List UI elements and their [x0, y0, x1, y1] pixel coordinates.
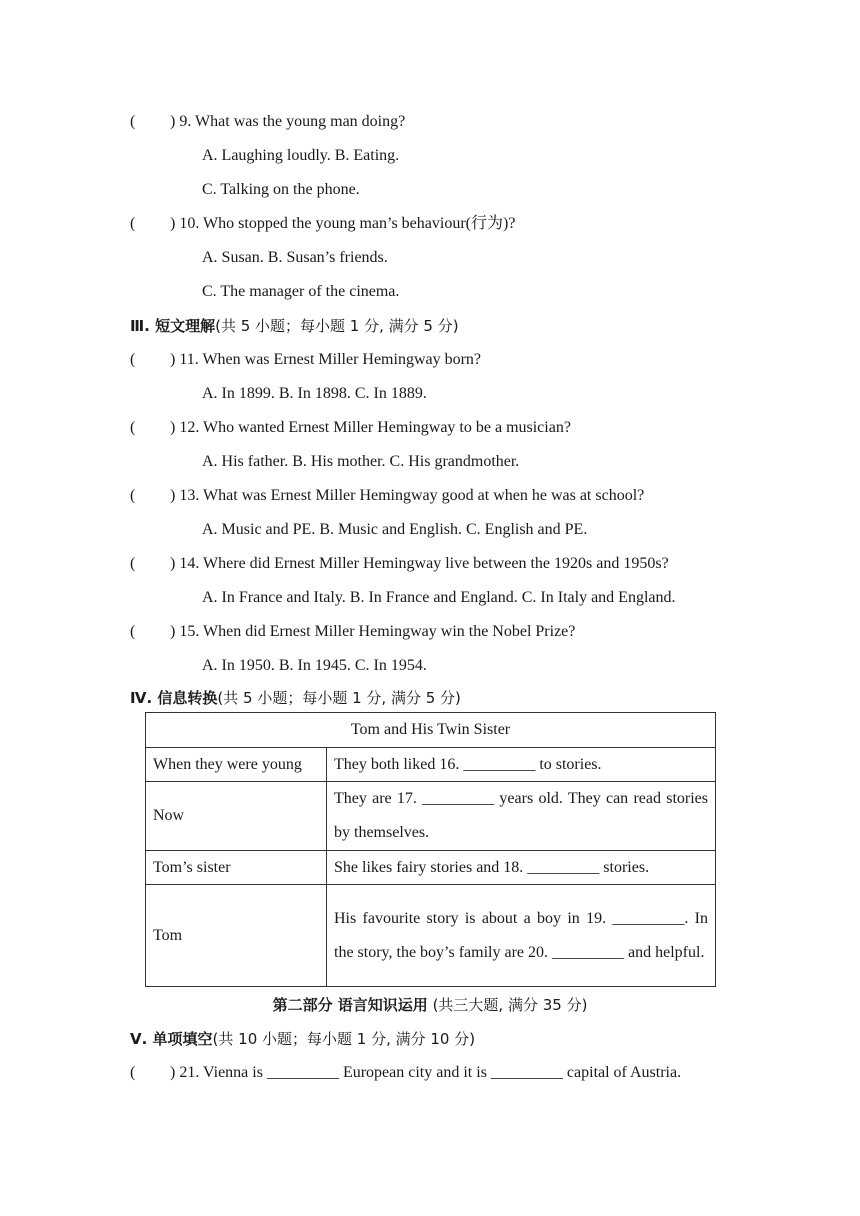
options-line: A. In 1899. B. In 1898. C. In 1889. [202, 385, 427, 402]
table-row [146, 851, 716, 885]
question-text: ) 9. What was the young man doing? [170, 113, 406, 130]
question-12 [130, 418, 571, 438]
section-5-heading [130, 1029, 475, 1050]
row-content: His favourite story is about a boy in 19. _________. In the story, the boy’s family are 20. _________ and helpful. [327, 885, 716, 987]
question-11 [130, 350, 481, 370]
section-title: Ⅴ. 单项填空 [130, 1030, 213, 1048]
row-label: Tom [146, 885, 327, 987]
question-text: ) 15. When did Ernest Miller Hemingway win the Nobel Prize? [170, 623, 576, 640]
table-title-row [146, 713, 716, 748]
answer-blank-paren[interactable]: ( [130, 113, 136, 130]
section-4-heading [130, 688, 461, 709]
section-3-heading [130, 316, 459, 337]
options-line: A. Laughing loudly. B. Eating. [202, 147, 400, 164]
section-note: (共 5 小题；每小题 1 分, 满分 5 分) [217, 689, 461, 707]
question-text: ) 21. Vienna is _________ European city and it is _________ capital of Austria. [170, 1064, 682, 1081]
question-9 [130, 112, 405, 132]
answer-blank-paren[interactable]: ( [130, 623, 136, 640]
question-14 [130, 554, 669, 574]
answer-blank-paren[interactable]: ( [130, 555, 136, 572]
row-content: She likes fairy stories and 18. _________ stories. [327, 851, 716, 885]
table-title: Tom and His Twin Sister [146, 713, 716, 748]
row-content: They both liked 16. _________ to stories. [327, 748, 716, 782]
question-text: ) 14. Where did Ernest Miller Hemingway live between the 1920s and 1950s? [170, 555, 669, 572]
options-line: A. His father. B. His mother. C. His grandmother. [202, 453, 520, 470]
part-2-title [0, 995, 860, 1016]
options-line: A. In France and Italy. B. In France and England. C. In Italy and England. [202, 589, 676, 606]
table-row [146, 782, 716, 851]
question-21 [130, 1063, 681, 1083]
answer-blank-paren[interactable]: ( [130, 215, 136, 232]
answer-blank-paren[interactable]: ( [130, 419, 136, 436]
row-label: Tom’s sister [146, 851, 327, 885]
question-text: ) 13. What was Ernest Miller Hemingway good at when he was at school? [170, 487, 645, 504]
answer-blank-paren[interactable]: ( [130, 351, 136, 368]
question-10 [130, 214, 515, 234]
table-row [146, 748, 716, 782]
answer-blank-paren[interactable]: ( [130, 1064, 136, 1081]
options-line: A. Susan. B. Susan’s friends. [202, 249, 388, 266]
options-line: C. The manager of the cinema. [202, 283, 400, 300]
answer-blank-paren[interactable]: ( [130, 487, 136, 504]
section-title: Ⅳ. 信息转换 [130, 689, 218, 707]
row-label: When they were young [146, 748, 327, 782]
question-13 [130, 486, 644, 506]
part-note: (共三大题, 满分 35 分) [427, 996, 588, 1014]
section-note: (共 10 小题；每小题 1 分, 满分 10 分) [212, 1030, 476, 1048]
question-text: ) 10. Who stopped the young man’s behaviour(行为)? [170, 215, 516, 232]
options-line: C. Talking on the phone. [202, 181, 360, 198]
section-note: (共 5 小题；每小题 1 分, 满分 5 分) [215, 317, 459, 335]
question-text: ) 12. Who wanted Ernest Miller Hemingway to be a musician? [170, 419, 571, 436]
row-content: They are 17. _________ years old. They can read stories by themselves. [327, 782, 716, 851]
info-table [145, 712, 716, 987]
question-text: ) 11. When was Ernest Miller Hemingway born? [170, 351, 482, 368]
section-title: Ⅲ. 短文理解 [130, 317, 216, 335]
options-line: A. In 1950. B. In 1945. C. In 1954. [202, 657, 427, 674]
options-line: A. Music and PE. B. Music and English. C. English and PE. [202, 521, 588, 538]
part-title: 第二部分 语言知识运用 [272, 996, 428, 1014]
row-label: Now [146, 782, 327, 851]
table-row [146, 885, 716, 987]
question-15 [130, 622, 575, 642]
